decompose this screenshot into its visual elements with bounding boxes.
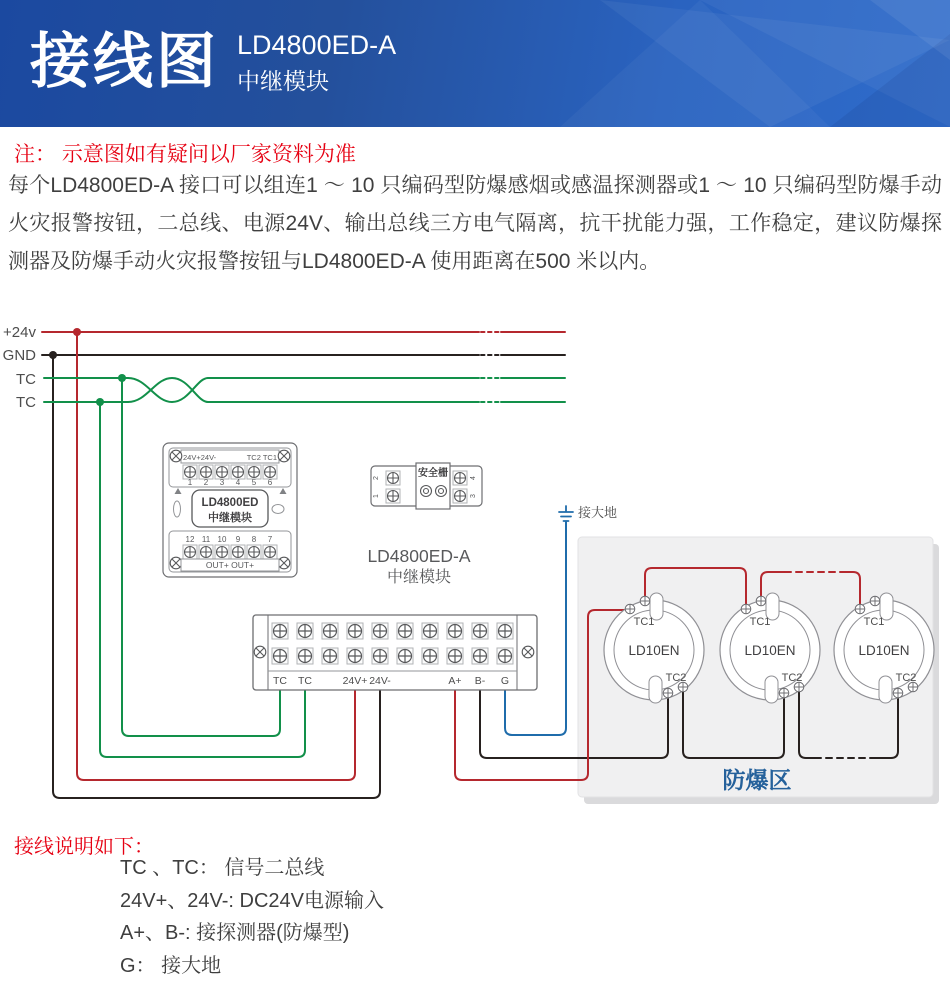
tc2-junction-dot	[96, 398, 104, 406]
module-terminal-number: 7	[267, 535, 273, 544]
detector-tc1-label: TC1	[863, 616, 885, 628]
module-corner-screw-icon	[170, 450, 182, 462]
barrier-label: 安全栅	[418, 468, 448, 479]
strip-label-tc1: TC	[273, 675, 287, 687]
module-terminal-screw-icon	[233, 547, 244, 558]
detector-tc2-label: TC2	[781, 672, 803, 684]
strip-corner-screw-icon	[522, 646, 534, 658]
module-terminal-number: 12	[185, 535, 195, 544]
detector-name-label: LD10EN	[628, 643, 680, 658]
module-out-label: OUT+ OUT+	[205, 560, 255, 570]
red-junction-dots	[73, 328, 81, 336]
module-corner-screw-icon	[278, 450, 290, 462]
legend-list	[120, 852, 384, 982]
legend-item: G： 接大地	[120, 954, 222, 977]
module-terminal-screw-icon	[217, 467, 228, 478]
module-corner-screw-icon	[278, 557, 290, 569]
detector-bottom-tab-icon	[879, 676, 892, 703]
strip-terminal-screw-icon	[424, 625, 437, 638]
module-a-caption	[367, 546, 470, 586]
module-terminal-screw-icon	[201, 467, 212, 478]
strip-terminal-screw-icon	[399, 625, 412, 638]
module-terminal-screw-icon	[265, 467, 276, 478]
strip-terminal-screw-icon	[274, 650, 287, 663]
module-a-line2: 中继模块	[386, 569, 452, 586]
bus-label-tc2: TC	[16, 394, 36, 411]
module-terminal-screw-icon	[233, 467, 244, 478]
module-terminal-number: 3	[219, 478, 225, 487]
strip-label-g: G	[500, 675, 510, 687]
module-terminal-number: 1	[187, 478, 193, 487]
header-banner	[0, 0, 950, 127]
module-terminal-number: 11	[201, 535, 211, 544]
strip-label-aplus: A+	[448, 675, 462, 687]
detector-screw-icon	[741, 604, 751, 614]
module-terminal-screw-icon	[265, 547, 276, 558]
strip-terminal-screw-icon	[349, 625, 362, 638]
module-name-line2: 中继模块	[208, 512, 252, 524]
detector-screw-icon	[756, 596, 766, 606]
terminal-strip	[253, 615, 537, 690]
legend-heading: 接线说明如下：	[14, 836, 154, 858]
strip-terminal-screw-icon	[299, 625, 312, 638]
header-module-name: 中继模块	[237, 68, 329, 94]
strip-terminal-screw-icon	[499, 650, 512, 663]
module-band-right-label: TC2 TC1	[246, 453, 277, 462]
24v-junction-dot	[73, 328, 81, 336]
strip-terminal-screw-icon	[274, 625, 287, 638]
module-terminal-number: 10	[217, 535, 227, 544]
module-terminal-screw-icon	[185, 547, 196, 558]
strip-corner-screw-icon	[254, 646, 266, 658]
green-wires	[44, 378, 565, 757]
detector-screw-icon	[625, 604, 635, 614]
module-terminal-screw-icon	[249, 547, 260, 558]
barrier-screw-icon	[388, 491, 399, 502]
module-terminal-number: 5	[251, 478, 257, 487]
barrier-screw-icon	[455, 473, 466, 484]
module-terminal-screw-icon	[201, 547, 212, 558]
detector-screw-icon	[893, 688, 903, 698]
relay-module-illustration	[163, 443, 297, 577]
module-a-line1: LD4800ED-A	[367, 546, 471, 566]
strip-terminal-screw-icon	[424, 650, 437, 663]
strip-terminal-screw-icon	[299, 650, 312, 663]
strip-terminal-screw-icon	[374, 650, 387, 663]
strip-terminal-screw-icon	[499, 625, 512, 638]
detector-screw-icon	[779, 688, 789, 698]
module-terminal-number: 9	[235, 535, 241, 544]
strip-label-24vm: 24V-	[369, 675, 391, 687]
detector-bottom-tab-icon	[765, 676, 778, 703]
strip-terminal-screw-icon	[474, 650, 487, 663]
detector-name-label: LD10EN	[744, 643, 796, 658]
barrier-number: 2	[373, 476, 380, 480]
module-terminal-screw-icon	[185, 467, 196, 478]
detector-screw-icon	[855, 604, 865, 614]
module-corner-screw-icon	[170, 557, 182, 569]
legend-item: A+、B-: 接探测器(防爆型)	[120, 922, 350, 944]
strip-terminal-screw-icon	[324, 650, 337, 663]
gnd-junction-dot	[49, 351, 57, 359]
barrier-number: 1	[373, 494, 380, 498]
strip-label-24vp: 24V+	[342, 675, 368, 687]
detector-screw-icon	[663, 688, 673, 698]
detector-tc2-label: TC2	[665, 672, 687, 684]
bus-label-24v: +24v	[3, 324, 36, 341]
legend-item: TC 、TC： 信号二总线	[120, 857, 325, 879]
description-text: 每个LD4800ED-A 接口可以组连1 ～ 10 只编码型防爆感烟或感温探测器或1 ～ 10 只编码型防爆手动火灾报警按钮，二总线、电源24V、输出总线三方电气隔离，抗干扰能力强，工作稳定，建议防爆探测器及防爆手动火灾报警按钮与LD4800ED-A 使用距离在500 米以内。	[8, 174, 942, 273]
module-terminal-number: 8	[251, 535, 257, 544]
detector-bottom-tab-icon	[649, 676, 662, 703]
tc1-junction-dot	[118, 374, 126, 382]
strip-terminal-screw-icon	[474, 625, 487, 638]
strip-label-tc2: TC	[298, 675, 312, 687]
strip-terminal-screw-icon	[449, 625, 462, 638]
module-terminal-screw-icon	[249, 467, 260, 478]
strip-terminal-screw-icon	[449, 650, 462, 663]
bus-label-tc1: TC	[16, 371, 36, 388]
barrier-screw-icon	[388, 473, 399, 484]
bus-label-gnd: GND	[2, 347, 36, 364]
module-terminal-screw-icon	[217, 547, 228, 558]
detector-name-label: LD10EN	[858, 643, 910, 658]
detector-tc1-label: TC1	[749, 616, 771, 628]
header-module-code: LD4800ED-A	[237, 30, 397, 60]
black-junction-dots	[49, 351, 57, 359]
zone-label: 防爆区	[722, 767, 792, 793]
barrier-number: 4	[470, 476, 477, 480]
module-name-line1: LD4800ED	[201, 497, 259, 509]
detector-screw-icon	[870, 596, 880, 606]
wiring-diagram	[0, 318, 950, 818]
module-terminal-number: 2	[203, 478, 209, 487]
note-text: 注： 示意图如有疑问以厂家资料为准	[14, 143, 356, 166]
detector-tc1-label: TC1	[633, 616, 655, 628]
module-terminal-number: 6	[267, 478, 273, 487]
barrier-number: 3	[470, 494, 477, 498]
detector-tc2-label: TC2	[895, 672, 917, 684]
barrier-screw-icon	[455, 491, 466, 502]
strip-terminal-screw-icon	[324, 625, 337, 638]
strip-terminal-screw-icon	[374, 625, 387, 638]
earth-icon	[559, 506, 573, 521]
module-terminal-number: 4	[235, 478, 241, 487]
legend-item: 24V+、24V-: DC24V电源输入	[120, 889, 384, 912]
bus-labels	[3, 324, 37, 411]
module-band-left-label: 24V+24V-	[183, 453, 217, 462]
page-title: 接线图	[30, 28, 219, 95]
ground-label: 接大地	[578, 505, 618, 520]
detector-screw-icon	[640, 596, 650, 606]
strip-terminal-screw-icon	[399, 650, 412, 663]
strip-terminal-screw-icon	[349, 650, 362, 663]
strip-label-bminus: B-	[474, 675, 486, 687]
